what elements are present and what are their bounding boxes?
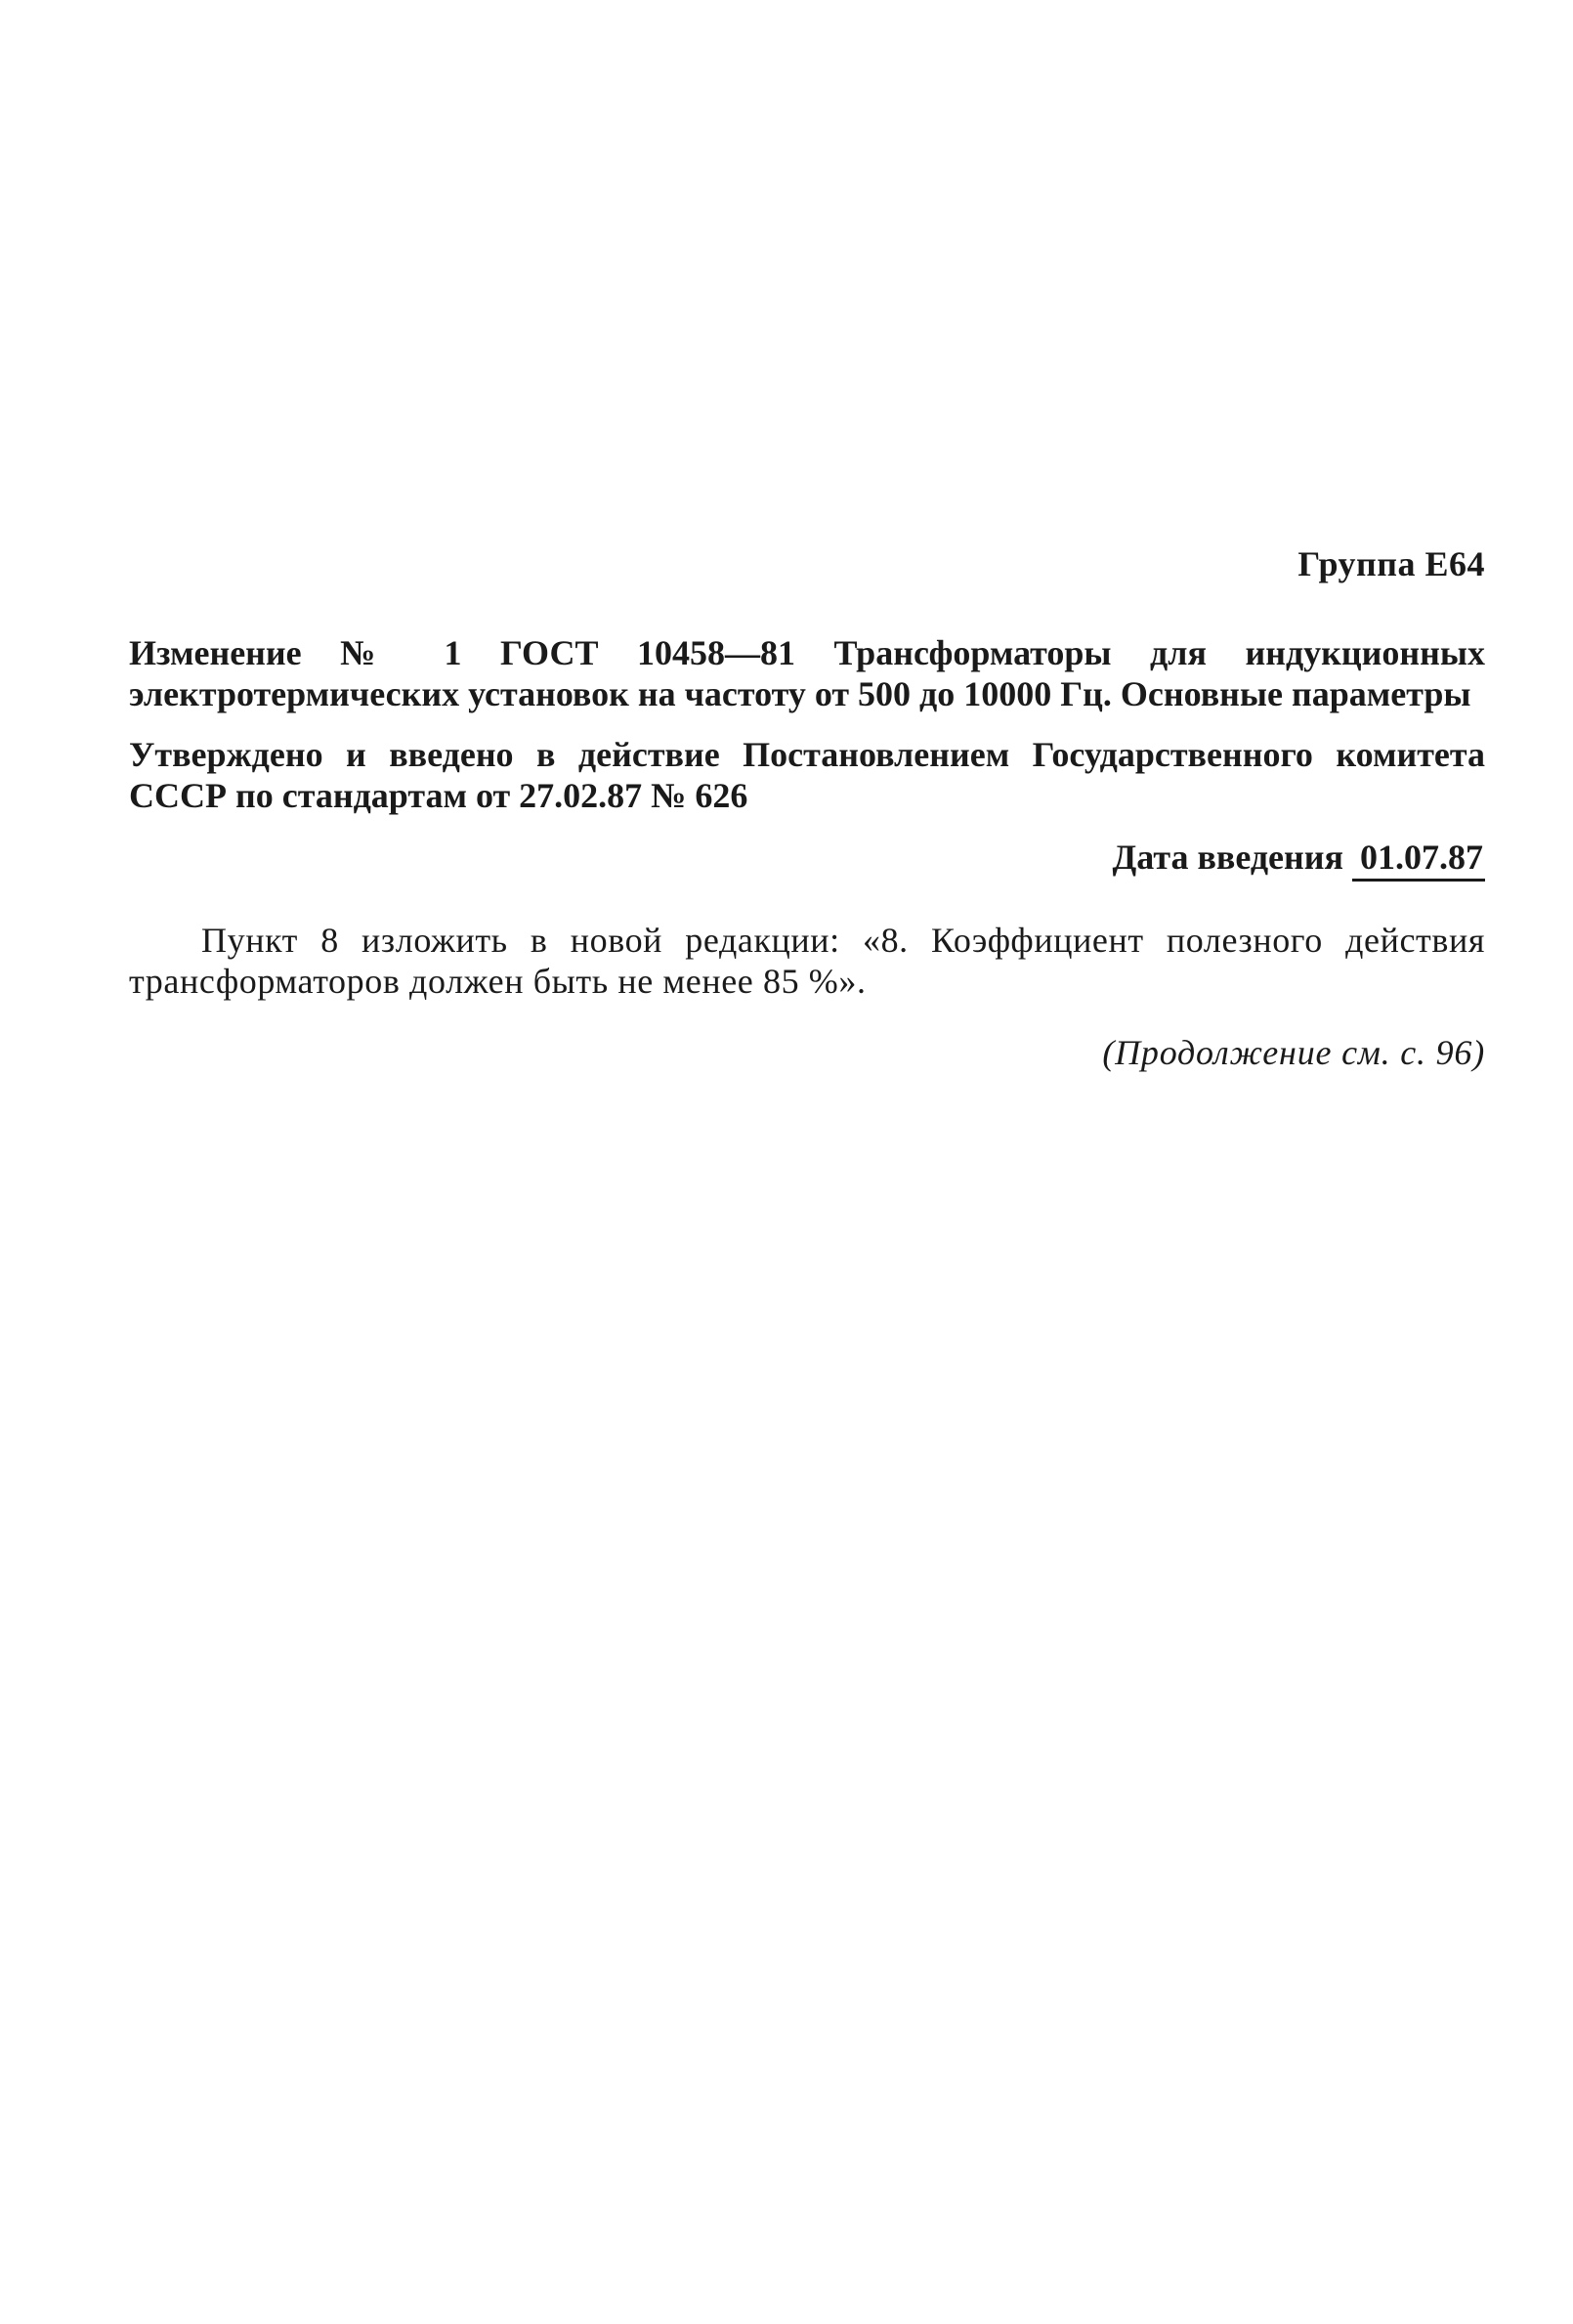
continuation-note: (Продолжение см. с. 96) bbox=[1102, 1033, 1485, 1072]
group-code: Группа Е64 bbox=[1297, 544, 1485, 583]
amendment-title: Изменение № 1 ГОСТ 10458—81 Трансформаторы для индукционных электротермических установок на частоту от 500 до 10000 Гц. Основные параметры bbox=[129, 633, 1485, 713]
introduction-date-label: Дата введения bbox=[1112, 838, 1343, 877]
introduction-date bbox=[129, 836, 1485, 879]
document-content bbox=[129, 542, 1485, 1074]
amendment-body: Пункт 8 изложить в новой редакции: «8. Коэффициент полезного действия трансформаторов должен быть не менее 85 %». bbox=[129, 921, 1485, 1001]
approval-statement: Утверждено и введено в действие Постановлением Государственного комитета СССР по стандартам от 27.02.87 № 626 bbox=[129, 735, 1485, 815]
introduction-date-value: 01.07.87 bbox=[1352, 838, 1485, 882]
